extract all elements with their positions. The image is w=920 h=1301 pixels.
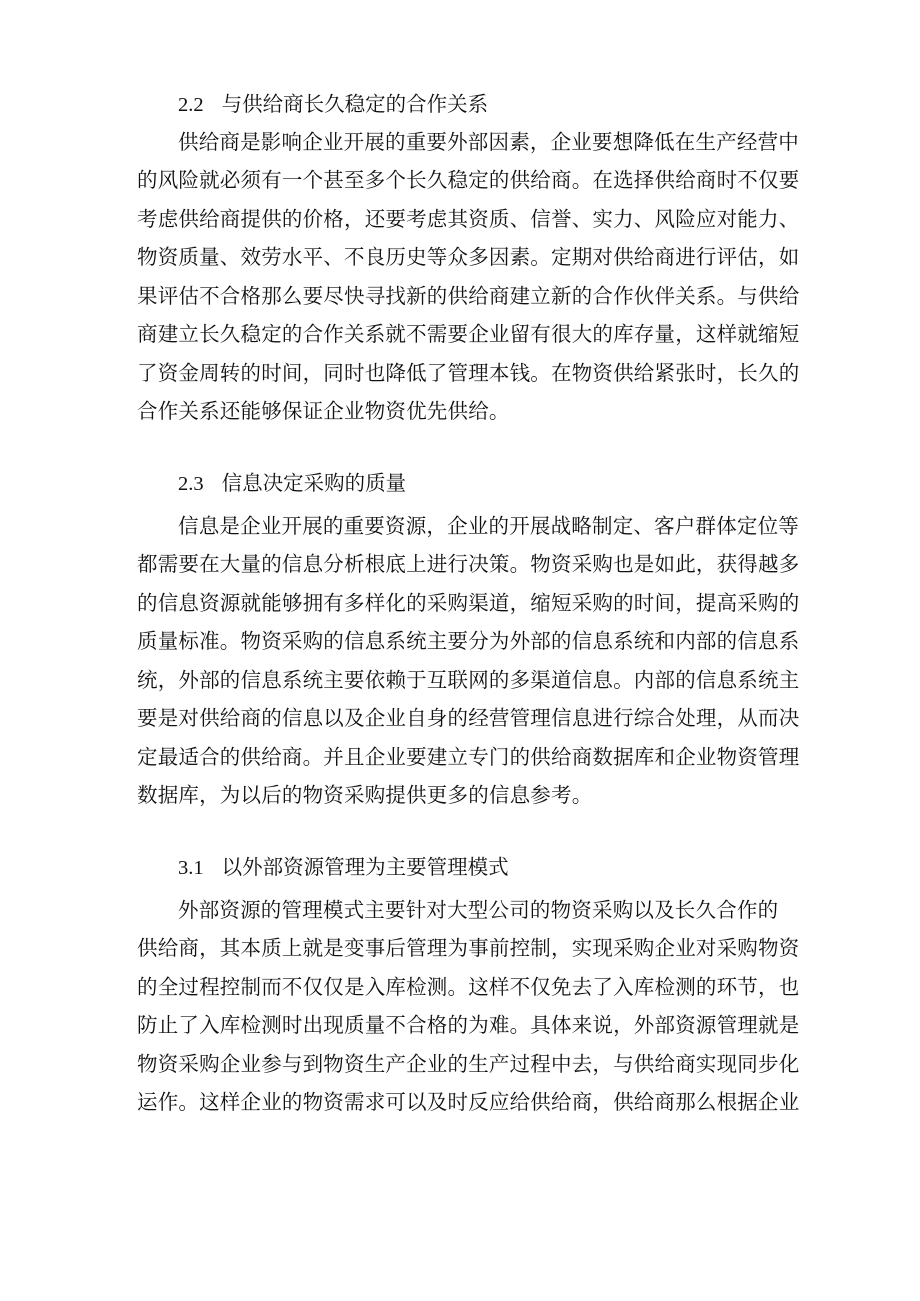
paragraph-line: 供给商，其本质上就是变事后管理为事前控制，实现采购企业对采购物资 bbox=[137, 936, 800, 960]
paragraph-line: 防止了入库检测时出现质量不合格的为难。具体来说，外部资源管理就是 bbox=[137, 1013, 800, 1037]
paragraph-line: 供给商是影响企业开展的重要外部因素，企业要想降低在生产经营中 bbox=[178, 130, 799, 154]
paragraph-line: 了资金周转的时间，同时也降低了管理本钱。在物资供给紧张时，长久的 bbox=[137, 361, 800, 385]
paragraph-line: 运作。这样企业的物资需求可以及时反应给供给商，供给商那么根据企业 bbox=[137, 1090, 800, 1114]
section-title: 以外部资源管理为主要管理模式 bbox=[221, 855, 509, 879]
paragraph-line: 果评估不合格那么要尽快寻找新的供给商建立新的合作伙伴关系。与供给 bbox=[137, 284, 800, 308]
section-number: 2.3 bbox=[178, 473, 204, 495]
section-title: 信息决定采购的质量 bbox=[221, 471, 407, 495]
paragraph-line: 统，外部的信息系统主要依赖于互联网的多渠道信息。内部的信息系统主 bbox=[137, 668, 800, 692]
section-heading-3-1 bbox=[178, 849, 509, 885]
paragraph-line: 合作关系还能够保证企业物资优先供给。 bbox=[137, 399, 510, 423]
paragraph-line: 都需要在大量的信息分析根底上进行决策。物资采购也是如此，获得越多 bbox=[137, 552, 800, 576]
paragraph-line: 质量标准。物资采购的信息系统主要分为外部的信息系统和内部的信息系 bbox=[137, 629, 800, 653]
paragraph-line: 的风险就必须有一个甚至多个长久稳定的供给商。在选择供给商时不仅要 bbox=[137, 168, 800, 192]
section-title: 与供给商长久稳定的合作关系 bbox=[221, 92, 489, 116]
paragraph-line: 的信息资源就能够拥有多样化的采购渠道，缩短采购的时间，提高采购的 bbox=[137, 591, 800, 615]
paragraph-line: 商建立长久稳定的合作关系就不需要企业留有很大的库存量，这样就缩短 bbox=[137, 322, 800, 346]
paragraph-line: 物资质量、效劳水平、不良历史等众多因素。定期对供给商进行评估，如 bbox=[137, 245, 800, 269]
paragraph-line: 的全过程控制而不仅仅是入库检测。这样不仅免去了入库检测的环节，也 bbox=[137, 975, 800, 999]
paragraph-line: 考虑供给商提供的价格，还要考虑其资质、信誉、实力、风险应对能力、 bbox=[137, 207, 800, 231]
paragraph-line: 物资采购企业参与到物资生产企业的生产过程中去，与供给商实现同步化 bbox=[137, 1052, 800, 1076]
paragraph-line: 外部资源的管理模式主要针对大型公司的物资采购以及长久合作的 bbox=[178, 898, 779, 922]
paragraph-line: 要是对供给商的信息以及企业自身的经营管理信息进行综合处理，从而决 bbox=[137, 706, 800, 730]
paragraph-line: 定最适合的供给商。并且企业要建立专门的供给商数据库和企业物资管理 bbox=[137, 745, 800, 769]
section-heading-2-2 bbox=[178, 86, 488, 122]
section-number: 3.1 bbox=[178, 857, 204, 879]
section-heading-2-3 bbox=[178, 465, 406, 501]
paragraph-line: 信息是企业开展的重要资源，企业的开展战略制定、客户群体定位等 bbox=[178, 514, 799, 538]
section-number: 2.2 bbox=[178, 94, 204, 116]
paragraph-line: 数据库，为以后的物资采购提供更多的信息参考。 bbox=[137, 783, 593, 807]
